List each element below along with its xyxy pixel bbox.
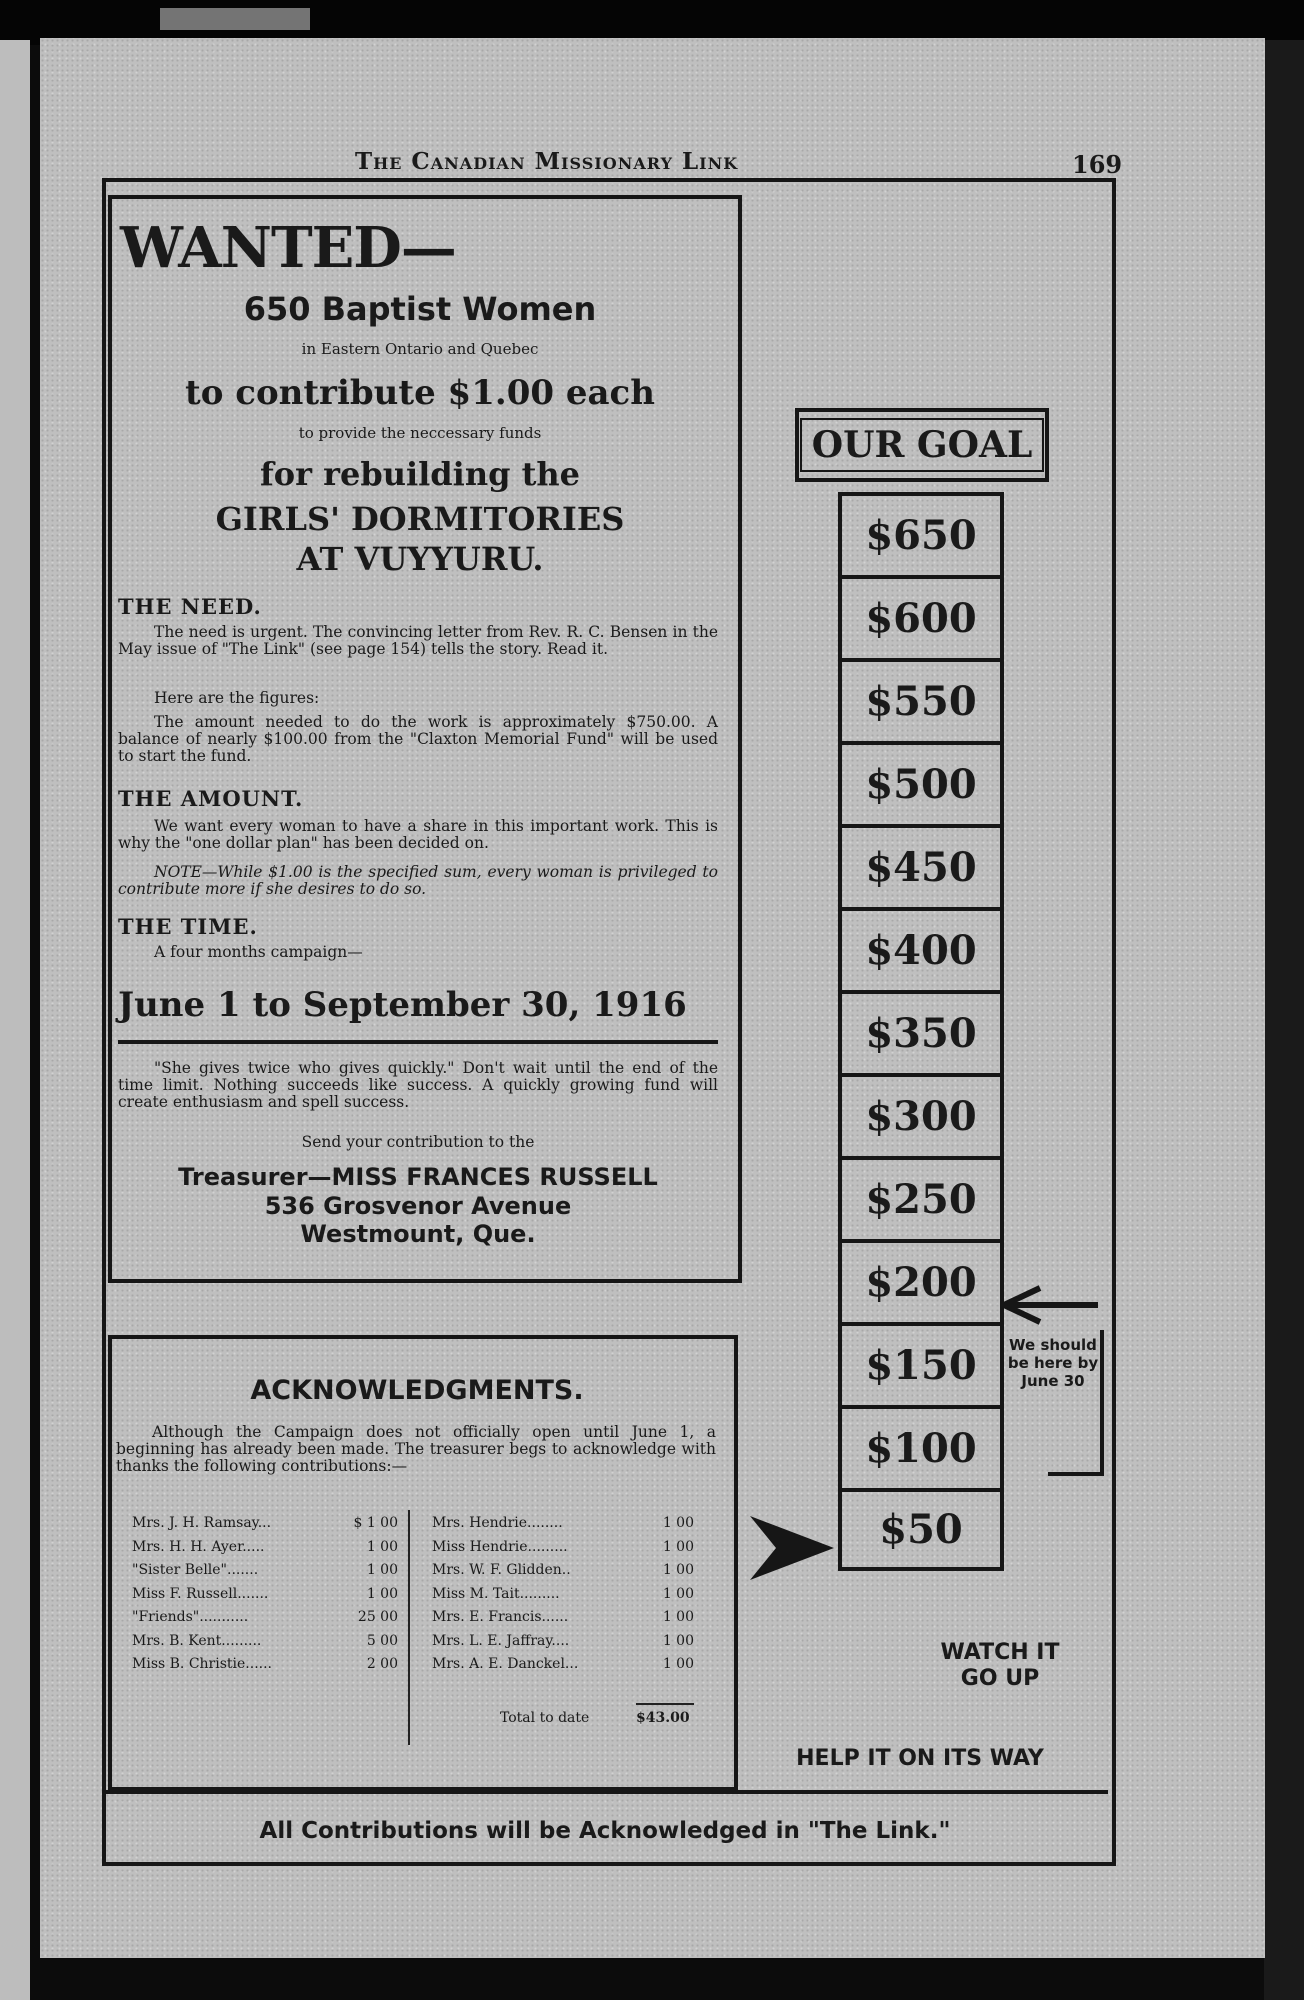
contribution-amount: 1 00 [662,1585,694,1602]
contributor-name: Mrs. J. H. Ramsay... [132,1515,272,1531]
contribution-row [432,1583,694,1607]
contribution-row [432,1630,694,1654]
goal-level: $100 [842,1405,1000,1488]
dates-underline [118,1040,718,1044]
amount-needed-paragraph: The amount needed to do the work is approximately $750.00. A balance of nearly $100.00 from the "Claxton Memorial Fund" will be used to start the fund. [118,713,718,765]
contributor-name: Miss B. Christie...... [132,1656,272,1672]
goal-title: OUR GOAL [800,418,1045,472]
need-paragraph: The need is urgent. The convincing letter from Rev. R. C. Bensen in the May issue of "The Link" (see page 154) tells the story. Read it. [118,623,718,658]
acknowledgments-title: ACKNOWLEDGMENTS. [250,1375,584,1406]
goal-level: $300 [842,1073,1000,1156]
footer-divider [104,1790,1108,1794]
total-amount: $43.00 [636,1710,690,1726]
goal-level: $350 [842,990,1000,1073]
contributor-name: Mrs. B. Kent......... [132,1632,262,1649]
amount-paragraph: We want every woman to have a share in this important work. This is why the "one dollar plan" has been decided on. [118,817,718,852]
target-level-arrow-icon [1000,1284,1100,1326]
time-paragraph: A four months campaign— [154,943,363,961]
footer-notice: All Contributions will be Acknowledged in "The Link." [259,1818,951,1844]
contributor-name: Miss F. Russell....... [132,1585,269,1602]
contributions-left-column [132,1512,398,1677]
ad-line-dormitories: GIRLS' DORMITORIES [215,500,625,538]
address-line: 536 Grosvenor Avenue [264,1192,572,1220]
column-divider [408,1510,410,1745]
goal-level: $500 [842,741,1000,824]
contribution-amount: $ 1 00 [353,1515,398,1531]
contribution-amount: 1 00 [662,1562,694,1578]
wanted-heading: WANTED— [120,215,456,281]
send-line: Send your contribution to the [301,1133,535,1151]
contribution-amount: 2 00 [366,1656,398,1672]
acknowledgments-intro: Although the Campaign does not officially open until June 1, a beginning has already been made. The treasurer begs to acknowledge with thanks the following contributions:— [116,1423,716,1475]
goal-level: $650 [842,492,1000,575]
goal-thermometer [838,492,1004,1571]
contributor-name: Mrs. W. F. Glidden.. [432,1562,571,1578]
contributor-name: Mrs. H. H. Ayer..... [132,1538,265,1555]
contribution-amount: 1 00 [366,1585,398,1602]
amount-note: NOTE—While $1.00 is the specified sum, every woman is privileged to contribute more if she desires to do so. [118,863,718,898]
goal-level: $550 [842,658,1000,741]
contribution-amount: 1 00 [662,1515,694,1531]
contribution-row [432,1512,694,1536]
scan-tab-mark [160,8,310,30]
amount-heading: THE AMOUNT. [118,786,304,811]
current-level-arrow-icon [748,1512,836,1584]
contribution-row [132,1512,398,1536]
contribution-row [132,1653,398,1677]
contributor-name: Mrs. A. E. Danckel... [432,1656,579,1672]
contribution-amount: 1 00 [662,1656,694,1672]
contribution-row [432,1606,694,1630]
treasurer-line: Treasurer—MISS FRANCES RUSSELL [178,1163,658,1191]
ad-line-women: 650 Baptist Women [243,290,597,328]
contributor-name: "Sister Belle"....... [132,1562,259,1578]
contributor-name: Mrs. Hendrie........ [432,1515,563,1531]
contribution-amount: 1 00 [662,1538,694,1555]
campaign-dates: June 1 to September 30, 1916 [118,985,687,1025]
target-note: We should be here by June 30 [1007,1336,1099,1390]
contribution-amount: 1 00 [662,1632,694,1649]
contribution-row [432,1653,694,1677]
ad-line-rebuilding: for rebuilding the [260,455,580,493]
goal-level: $150 [842,1322,1000,1405]
total-rule [636,1703,694,1705]
goal-level: $450 [842,824,1000,907]
contributor-name: "Friends"........... [132,1609,249,1625]
goal-level: $250 [842,1156,1000,1239]
contributor-name: Mrs. E. Francis...... [432,1609,569,1625]
goal-level: $50 [842,1488,1000,1571]
contributions-right-column [432,1512,694,1677]
contributor-name: Miss Hendrie......... [432,1538,568,1555]
bracket-line [1100,1330,1104,1475]
contribution-row [132,1583,398,1607]
goal-level: $400 [842,907,1000,990]
ad-line-contribute: to contribute $1.00 each [185,373,655,413]
ad-line-funds: to provide the neccessary funds [298,424,542,442]
page-number: 169 [1072,150,1123,179]
time-heading: THE TIME. [118,914,258,939]
contribution-row [132,1606,398,1630]
contribution-amount: 5 00 [366,1632,398,1649]
ad-line-region: in Eastern Ontario and Quebec [301,340,539,358]
bracket-line [1048,1472,1104,1476]
contribution-amount: 1 00 [366,1562,398,1578]
city-line: Westmount, Que. [300,1220,536,1248]
need-heading: THE NEED. [118,594,262,619]
quote-paragraph: "She gives twice who gives quickly." Don't wait until the end of the time limit. Nothing succeeds like success. A quickly growing fund will create enthusiasm and spell success. [118,1059,718,1111]
contribution-amount: 1 00 [662,1609,694,1625]
help-it-on-its-way: HELP IT ON ITS WAY [796,1746,1044,1771]
contribution-row [132,1536,398,1560]
scan-left-margin [0,40,30,2000]
goal-title-box [795,408,1049,482]
watch-it-go-up: WATCH IT GO UP [940,1640,1060,1691]
figures-line: Here are the figures: [154,689,320,707]
contribution-row [432,1559,694,1583]
contribution-amount: 25 00 [357,1609,398,1625]
contribution-row [132,1630,398,1654]
scan-right-edge [1264,40,1304,2000]
contribution-row [132,1559,398,1583]
contributor-name: Mrs. L. E. Jaffray.... [432,1632,570,1649]
ad-line-vuyyuru: AT VUYYURU. [296,540,544,578]
contribution-row [432,1536,694,1560]
running-title: The Canadian Missionary Link [355,148,739,175]
contributor-name: Miss M. Tait......... [432,1585,560,1602]
total-label: Total to date [500,1710,590,1726]
goal-level: $600 [842,575,1000,658]
goal-level: $200 [842,1239,1000,1322]
contribution-amount: 1 00 [366,1538,398,1555]
